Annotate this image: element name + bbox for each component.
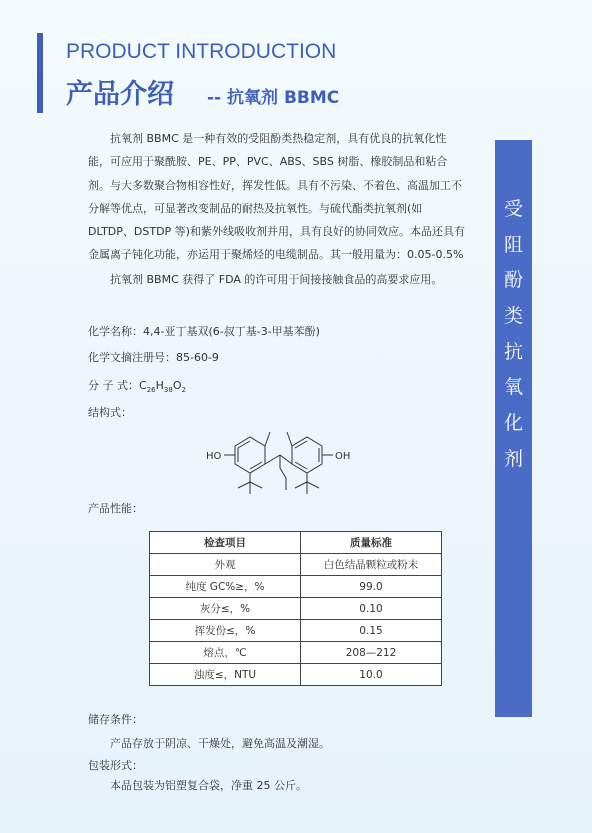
intro-section <box>88 127 466 291</box>
formula-value: $C_{26}H_{38}O_2$ <box>139 379 186 395</box>
chemical-name: 化学名称：4,4-亚丁基双(6-叔丁基-3-甲基苯酚) <box>88 325 320 338</box>
table-cell: 白色结晶颗粒或粉末 <box>301 554 442 576</box>
side-char: 抗 <box>503 340 523 363</box>
formula-label: 分 子 式： <box>88 379 139 392</box>
header-standard: 质量标准 <box>301 532 442 554</box>
table-cell: 99.0 <box>301 576 442 598</box>
cas-number: 化学文摘注册号：85-60-9 <box>88 351 219 364</box>
table-row <box>150 554 442 576</box>
table-cell: 灰分≤，% <box>150 598 301 620</box>
title-product: -- 抗氧剂 BBMC <box>207 88 340 108</box>
side-char: 受 <box>503 198 523 220</box>
properties-label: 产品性能： <box>88 502 143 515</box>
side-char: 剂 <box>503 447 523 470</box>
table-cell: 纯度 GC%≥，% <box>150 576 301 598</box>
intro-paragraph: 抗氧剂 BBMC 是一种有效的受阻酚类热稳定剂，具有优良的抗氧化性能，可应用于聚酰胺、PE、PP、PVC、ABS、SBS 树脂、橡胶制品和粘合剂。与大多数聚合物相容性好，挥发性低。具有不污染、不着色、高温加工不分解等优点，可显著改变制品的耐热及抗氧性。与硫代酯类抗氧剂(如 DLTDP、DSTDP 等)和紫外线吸收剂并用，具有良好的协同效应。本品还具有金属离子钝化功能，亦运用于聚烯烃的电缆制品。其一般用量为：0.05-0.5% <box>88 132 465 262</box>
storage-label: 储存条件： <box>88 713 143 726</box>
table-cell: 浊度≤，NTU <box>150 664 301 686</box>
table-cell: 208—212 <box>301 642 442 664</box>
hydroxyl-left: HO <box>206 451 222 462</box>
storage-text: 产品存放于阴凉、干燥处，避免高温及潮湿。 <box>110 737 330 750</box>
packaging-text: 本品包装为铝塑复合袋，净重 25 公斤。 <box>110 779 307 792</box>
side-char: 类 <box>503 305 523 328</box>
table-header-row <box>150 532 442 554</box>
title-english: PRODUCT INTRODUCTION <box>66 40 337 63</box>
specification-table <box>149 531 442 686</box>
table-row <box>150 642 442 664</box>
table-row <box>150 664 442 686</box>
fda-paragraph: 抗氧剂 BBMC 获得了 FDA 的许可用于间接接触食品的高要求应用。 <box>110 272 443 286</box>
structural-formula <box>200 418 360 498</box>
side-category-label <box>495 140 532 717</box>
molecular-formula <box>88 377 186 394</box>
side-char: 酚 <box>503 269 523 292</box>
title-chinese: 产品介绍 <box>66 79 174 110</box>
packaging-label: 包装形式： <box>88 759 143 772</box>
hydroxyl-right: OH <box>335 451 351 462</box>
table-row <box>150 576 442 598</box>
table-cell: 熔点，℃ <box>150 642 301 664</box>
header-item: 检查项目 <box>150 532 301 554</box>
table-cell: 10.0 <box>301 664 442 686</box>
table-row <box>150 620 442 642</box>
table-row <box>150 598 442 620</box>
side-char: 氧 <box>503 376 523 399</box>
table-cell: 0.15 <box>301 620 442 642</box>
table-cell: 0.10 <box>301 598 442 620</box>
structure-label: 结构式： <box>88 406 132 419</box>
table-cell: 挥发份≤，% <box>150 620 301 642</box>
side-char: 阻 <box>503 233 523 256</box>
table-cell: 外观 <box>150 554 301 576</box>
title-accent-bar <box>37 33 43 113</box>
side-char: 化 <box>503 412 523 435</box>
